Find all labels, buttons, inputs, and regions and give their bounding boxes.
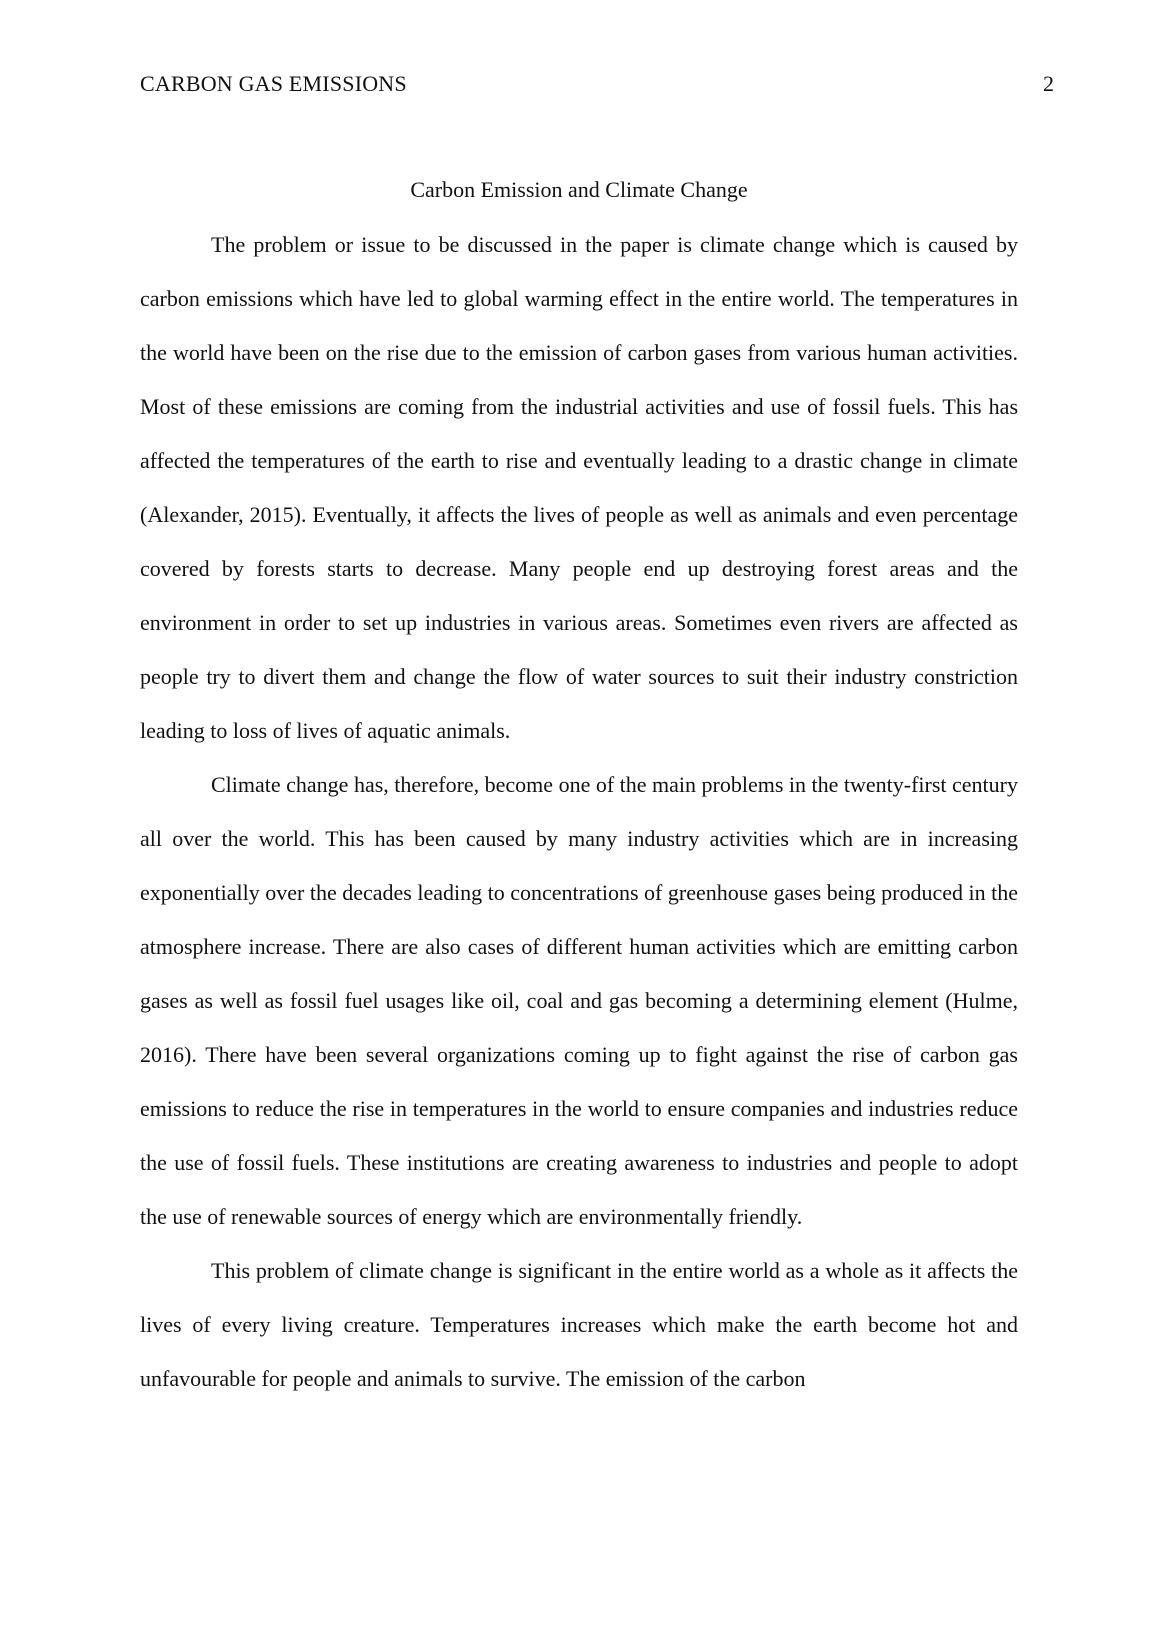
page-number: 2 (1043, 71, 1054, 96)
running-head: CARBON GAS EMISSIONS (140, 71, 407, 96)
paragraph-2: Climate change has, therefore, become one of the main problems in the twenty-first century all over the world. This has been caused by many industry activities which are in increasing exponentially over the decades leading to concentrations of greenhouse gases being produced in the atmosphere increase. There are also cases of different human activities which are emitting carbon gases as well as fossil fuel usages like oil, coal and gas becoming a determining element (Hulme, 2016). There have been several organizations coming up to fight against the rise of carbon gas emissions to reduce the rise in temperatures in the world to ensure companies and industries reduce the use of fossil fuels. These institutions are creating awareness to industries and people to adopt the use of renewable sources of energy which are environmentally friendly. (140, 772, 1018, 1229)
paragraph-1: The problem or issue to be discussed in the paper is climate change which is caused by carbon emissions which have led to global warming effect in the entire world. The temperatures in the world have been on the rise due to the emission of carbon gases from various human activities. Most of these emissions are coming from the industrial activities and use of fossil fuels. This has affected the temperatures of the earth to rise and eventually leading to a drastic change in climate (Alexander, 2015). Eventually, it affects the lives of people as well as animals and even percentage covered by forests starts to decrease. Many people end up destroying forest areas and the environment in order to set up industries in various areas. Sometimes even rivers are affected as people try to divert them and change the flow of water sources to suit their industry constriction leading to loss of lives of aquatic animals. (140, 232, 1018, 743)
document-body (140, 218, 1018, 1406)
paragraph-3: This problem of climate change is significant in the entire world as a whole as it affects the lives of every living creature. Temperatures increases which make the earth become hot and unfavourable for people and animals to survive. The emission of the carbon (140, 1258, 1018, 1391)
document-title: Carbon Emission and Climate Change (410, 177, 748, 202)
